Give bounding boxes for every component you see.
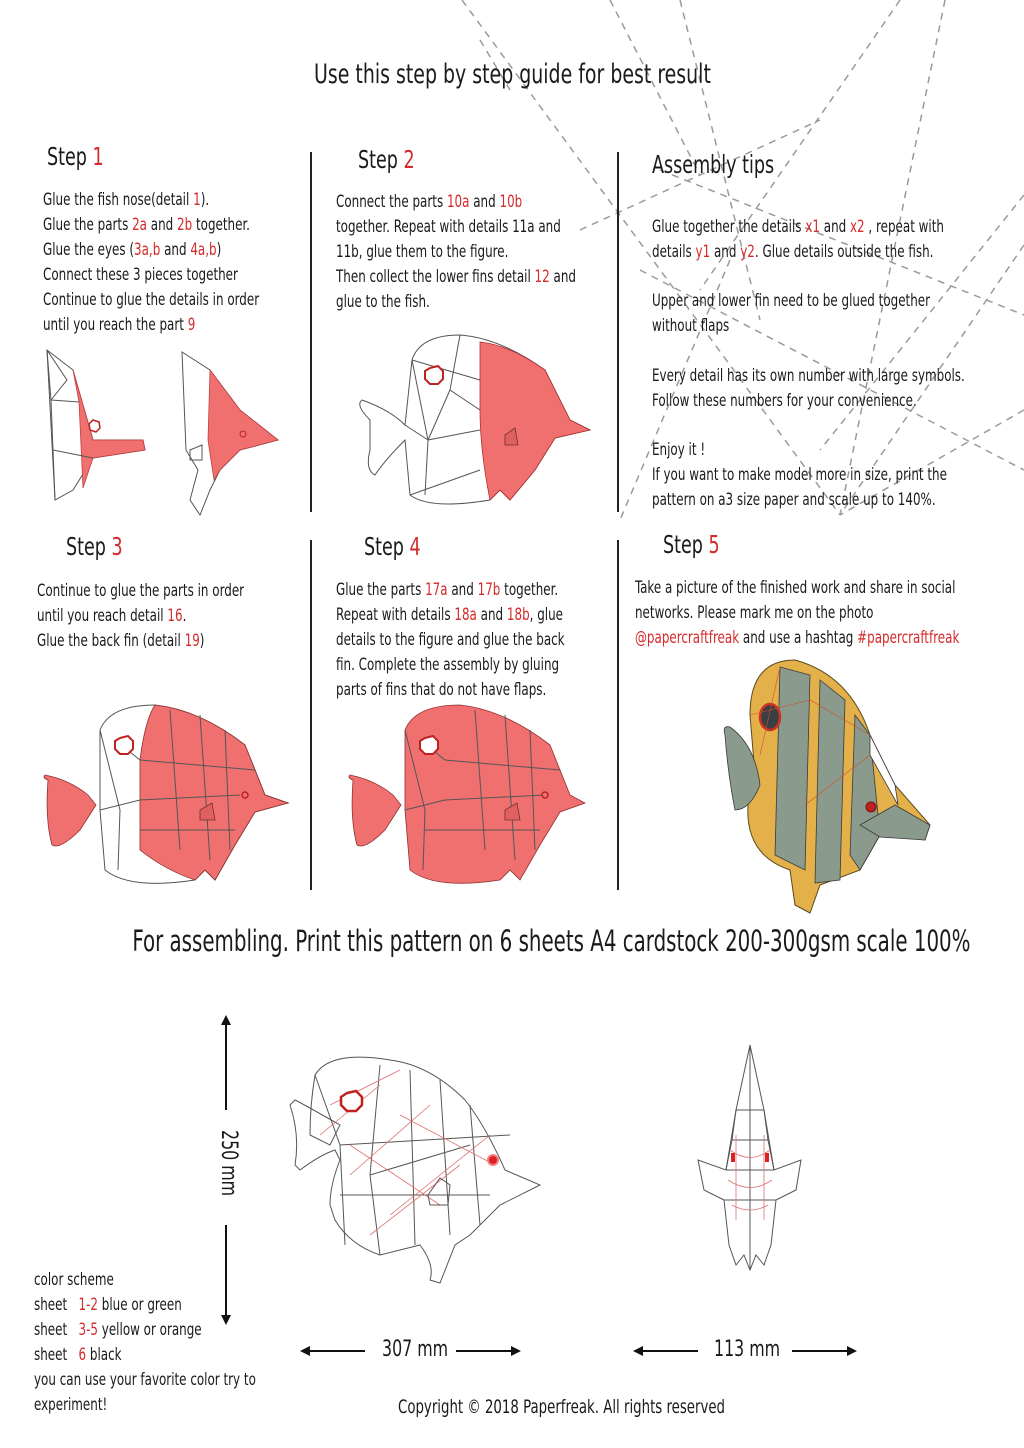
length-dimension-arrow-right (456, 1345, 521, 1357)
divider-3 (310, 540, 312, 890)
detail-number: 2a (132, 215, 147, 235)
step-5-heading: Step 5 (663, 530, 720, 559)
step-4 (364, 532, 437, 562)
step-3-text (37, 579, 302, 654)
text-line: Continue to glue the parts in order (37, 581, 245, 601)
text-line: Glue the parts 17a and 17b together. (336, 580, 559, 600)
detail-number: x1 (805, 217, 820, 237)
step-3 (66, 532, 139, 562)
text-line: Connect these 3 pieces together (43, 265, 238, 285)
text-line: Repeat with details 18a and 18b, glue (336, 605, 564, 625)
height-dimension-label: 250 mm (216, 1130, 241, 1197)
text-line: Connect the parts 10a and 10b (336, 192, 523, 212)
color-scheme-note-2: experiment! (34, 1395, 108, 1415)
detail-number: 4a,b (190, 240, 217, 260)
page-title: Use this step by step guide for best result (313, 59, 711, 90)
step-3-heading: Step 3 (66, 532, 123, 561)
detail-number: y1 (695, 242, 711, 262)
color-scheme-row-2: sheet 3-5 yellow or orange (34, 1320, 202, 1340)
color-scheme-note-1: you can use your favorite color try to (34, 1370, 256, 1390)
step-1-text (43, 188, 320, 338)
detail-number: 19 (184, 631, 200, 651)
step-1-heading: Step 1 (47, 142, 104, 171)
step-5 (663, 530, 736, 560)
step-4-fish-illustration (345, 700, 595, 900)
width-dimension-arrow-right (792, 1345, 857, 1357)
step-3-fish-illustration (40, 700, 290, 900)
print-instructions: For assembling. Print this pattern on 6 sheets A4 cardstock 200-300gsm scale 100% (132, 924, 971, 958)
detail-number: y2 (740, 242, 755, 262)
text-line: Glue the back fin (detail 19) (37, 631, 205, 651)
text-line: Upper and lower fin need to be glued together (652, 291, 931, 311)
text-line: Then collect the lower fins detail 12 and (336, 267, 576, 287)
tips-para-1 (652, 215, 1024, 265)
step-1 (47, 142, 120, 172)
text-line: Glue the parts 2a and 2b together. (43, 215, 250, 235)
detail-number: 9 (187, 315, 196, 335)
step-2-fish-illustration (350, 330, 590, 510)
text-line: details to the figure and glue the back (336, 630, 565, 650)
text-line: details y1 and y2. Glue details outside the fish. (652, 242, 934, 262)
step-2 (358, 145, 431, 175)
step-1-illustration-b (180, 350, 290, 530)
assembly-tips (652, 150, 809, 180)
color-scheme-row-1: sheet 1-2 blue or green (34, 1295, 182, 1315)
detail-number: #papercraftfreak (857, 628, 960, 648)
tips-para-3 (652, 364, 1024, 414)
detail-number: 16 (167, 606, 183, 626)
width-dimension-arrow-left (633, 1345, 698, 1357)
detail-number: 10a (446, 192, 470, 212)
text-line: networks. Please mark me on the photo (635, 603, 874, 623)
step-2-text (336, 190, 644, 315)
text-line: pattern on a3 size paper and scale up to 140%. (652, 490, 936, 510)
step-2-heading: Step 2 (358, 145, 415, 174)
assembly-tips-heading: Assembly tips (652, 150, 775, 179)
tips-para-4 (652, 438, 1024, 513)
text-line: Continue to glue the details in order (43, 290, 260, 310)
text-line: together. Repeat with details 11a and (336, 217, 561, 237)
text-line: glue to the fish. (336, 292, 430, 312)
length-dimension-label: 307 mm (382, 1337, 449, 1362)
color-scheme-title: color scheme (34, 1270, 114, 1290)
width-dimension-label: 113 mm (714, 1337, 781, 1362)
detail-number: 3a,b (134, 240, 161, 260)
text-line: Follow these numbers for your convenience. (652, 391, 917, 411)
text-line: Glue the eyes (3a,b and 4a,b) (43, 240, 222, 260)
text-line: Every detail has its own number with large symbols. (652, 366, 965, 386)
detail-number: 1 (193, 190, 201, 210)
text-line: Enjoy it ! (652, 440, 706, 460)
detail-number: @papercraftfreak (635, 628, 740, 648)
text-line: fin. Complete the assembly by gluing (336, 655, 560, 675)
detail-number: x2 (849, 217, 865, 237)
side-view-fish-diagram (290, 1045, 550, 1285)
assembled-model-photo (720, 655, 940, 915)
detail-number: 18b (506, 605, 530, 625)
step-4-text (336, 578, 629, 703)
text-line: If you want to make model more in size, print the (652, 465, 947, 485)
color-scheme (34, 1268, 318, 1418)
step-5-text (635, 576, 1024, 651)
text-line: until you reach the part 9 (43, 315, 196, 335)
color-scheme-row-3: sheet 6 black (34, 1345, 122, 1365)
detail-number: 18a (454, 605, 477, 625)
text-line: without flaps (652, 316, 730, 336)
text-line: @papercraftfreak and use a hashtag #papercraftfreak (635, 628, 960, 648)
tips-para-2 (652, 289, 1008, 339)
detail-number: 10b (499, 192, 523, 212)
text-line: Glue together the details x1 and x2 , repeat with (652, 217, 944, 237)
detail-number: 17b (477, 580, 501, 600)
text-line: Glue the fish nose(detail 1). (43, 190, 210, 210)
text-line: Take a picture of the finished work and share in social (635, 578, 956, 598)
text-line: until you reach detail 16. (37, 606, 187, 626)
copyright: Copyright © 2018 Paperfreak. All rights reserved (398, 1396, 726, 1418)
text-line: 11b, glue them to the figure. (336, 242, 509, 262)
detail-number: 12 (534, 267, 550, 287)
detail-number: 17a (425, 580, 448, 600)
step-4-heading: Step 4 (364, 532, 421, 561)
step-1-illustration-a (45, 340, 155, 510)
text-line: parts of fins that do not have flaps. (336, 680, 547, 700)
detail-number: 2b (177, 215, 193, 235)
front-view-fish-diagram (686, 1040, 826, 1270)
